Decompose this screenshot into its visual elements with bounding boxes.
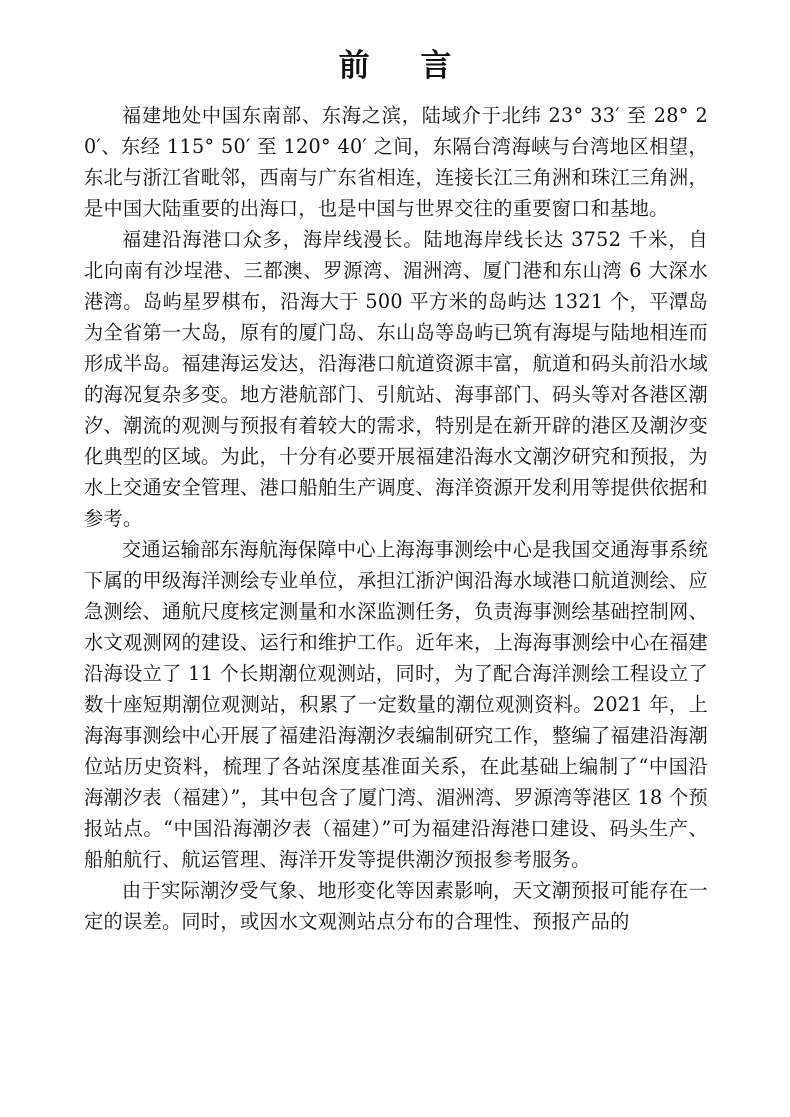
- page-title: 前 言: [338, 48, 472, 84]
- paragraph-4: 由于实际潮汐受气象、地形变化等因素影响，天文潮预报可能存在一定的误差。同时，或因水文观测站点分布的合理性、预报产品的: [84, 879, 708, 933]
- paragraph-1: 福建地处中国东南部、东海之滨，陆域介于北纬 23° 33′ 至 28° 20′、东经 115° 50′ 至 120° 40′ 之间，东隔台湾海峡与台湾地区相望，东北与浙江省毗邻，西南与广东省相连，连接长江三角洲和珠江三角洲，是中国大陆重要的出海口，也是中国与世界交往的重要窗口和基地。: [84, 104, 708, 220]
- paragraph-3: 交通运输部东海航海保障中心上海海事测绘中心是我国交通海事系统下属的甲级海洋测绘专业单位，承担江浙沪闽沿海水域港口航道测绘、应急测绘、通航尺度核定测量和水深监测任务，负责海事测绘基础控制网、水文观测网的建设、运行和维护工作。近年来，上海海事测绘中心在福建沿海设立了 11 个长期潮位观测站，同时，为了配合海洋测绘工程设立了数十座短期潮位观测站，积累了一定数量的潮位观测资料。2021 年，上海海事测绘中心开展了福建沿海潮汐表编制研究工作，整编了福建沿海潮位站历史资料，梳理了各站深度基准面关系，在此基础上编制了“中国沿海潮汐表（福建）”，其中包含了厦门湾、湄洲湾、罗源湾等港区 18 个预报站点。“中国沿海潮汐表（福建）”可为福建沿海港口建设、码头生产、船舶航行、航运管理、海洋开发等提供潮汐预报参考服务。: [84, 538, 708, 871]
- paragraph-2: 福建沿海港口众多，海岸线漫长。陆地海岸线长达 3752 千米，自北向南有沙埕港、三都澳、罗源湾、湄洲湾、厦门港和东山湾 6 大深水港湾。岛屿星罗棋布，沿海大于 500 平方米的岛屿达 1321 个，平潭岛为全省第一大岛，原有的厦门岛、东山岛等岛屿已筑有海堤与陆地相连而形成半岛。福建海运发达，沿海港口航道资源丰富，航道和码头前沿水域的海况复杂多变。地方港航部门、引航站、海事部门、码头等对各港区潮汐、潮流的观测与预报有着较大的需求，特别是在新开辟的港区及潮汐变化典型的区域。为此，十分有必要开展福建沿海水文潮汐研究和预报，为水上交通安全管理、港口船舶生产调度、海洋资源开发利用等提供依据和参考。: [84, 228, 708, 530]
- body-text: [84, 100, 708, 1110]
